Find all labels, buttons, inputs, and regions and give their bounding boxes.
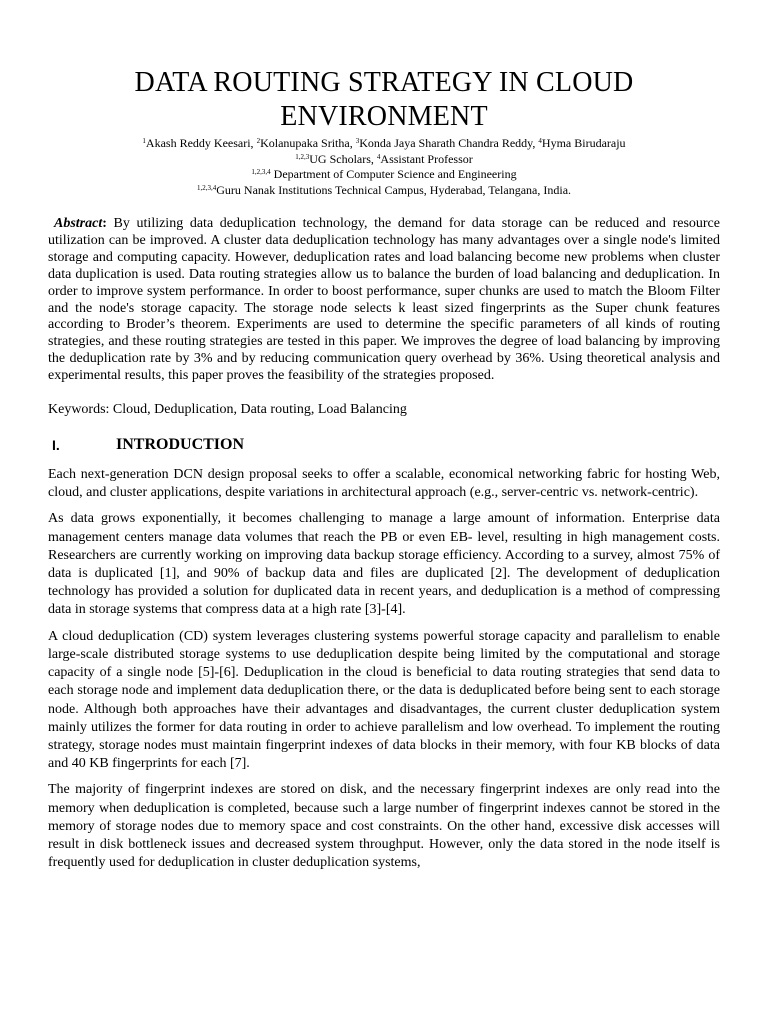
roles-superscript-2: 4 <box>376 152 381 161</box>
author-3-superscript: 3 <box>355 137 360 145</box>
author-1-superscript: 1 <box>142 137 146 145</box>
abstract <box>48 216 720 385</box>
abstract-text: By utilizing data deduplication technology, the demand for data storage can be reduced and resource utilization can be improved. A cluster data deduplication technology has many advantages over a single node's limited storage and computing capacity. However, deduplication rates and load balancing become new problems when cluster data duplication is used. Data routing strategies allow us to balance the burden of load balancing and deduplication. In order to improve system performance. In order to boost performance, super chunks are used to match the Bloom Filter and the node's storage capacity. The storage node selects k least sized fingerprints as the Super chunk features according to Broder’s theorem. Experiments are used to determine the specific parameters of all kinds of routing strategies, and these routing strategies are tested in this paper. We improves the degree of load balancing by improving the deduplication rate by 3% and by reducing communication query overhead by 36%. Using theoretical analysis and experimental results, this paper proves the feasibility of the strategies proposed. <box>48 216 720 384</box>
section-heading-introduction <box>48 436 720 454</box>
author-list <box>48 136 720 152</box>
institution-line <box>48 183 720 199</box>
author-1: Akash Reddy Keesari, <box>145 136 257 150</box>
paragraph-4: The majority of fingerprint indexes are stored on disk, and the necessary fingerprint indexes are only read into the memory when deduplication is completed, because such a large number of fingerprint indexes cannot be stored in the memory of storage nodes due to memory space and cost constraints. On the other hand, excessive disk accesses will result in disk bottleneck issues and decreased system throughput. However, only the data stored in the node itself is frequently used for deduplication in cluster deduplication systems, <box>48 782 720 871</box>
abstract-label <box>48 216 107 231</box>
department-line <box>48 167 720 183</box>
paper-title: DATA ROUTING STRATEGY IN CLOUD ENVIRONMENT <box>134 67 634 132</box>
paragraph-1: Each next-generation DCN design proposal seeks to offer a scalable, economical networking fabric for hosting Web, cloud, and cluster applications, despite variations in architectural approach (e.g., server-centric vs. network-centric). <box>48 467 720 501</box>
roles-text-1: UG Scholars, <box>309 151 377 166</box>
roles-text-2: Assistant Professor <box>380 151 473 166</box>
author-3: Konda Jaya Sharath Chandra Reddy, <box>359 136 539 150</box>
author-roles <box>48 152 720 168</box>
institution-superscript: 1,2,3,4 <box>196 183 217 192</box>
author-2: Kolanupaka Sritha, <box>260 136 356 150</box>
paragraph-3: A cloud deduplication (CD) system leverages clustering systems powerful storage capacity and parallelism to enable large-scale distributed storage systems to use deduplication despite being limited by the computational and storage capacity of a single node [5]-[6]. Deduplication in the cloud is beneficial to data routing strategies that send data to each storage node and implement data deduplication there, or the data is deduplicated before being sent to each storage node. Although both approaches have their advantages and disadvantages, the current cluster deduplication system mainly utilizes the former for data routing in order to achieve parallelism and low overhead. To implement the routing strategy, storage nodes must maintain fingerprint indexes of data blocks in their memory, with four KB blocks of data and 40 KB fingerprints for each [7]. <box>48 628 720 772</box>
section-title: INTRODUCTION <box>116 436 245 454</box>
section-number: I. <box>52 437 60 454</box>
department-text: Department of Computer Science and Engineering <box>270 167 517 181</box>
roles-superscript-1: 1,2,3 <box>295 152 310 161</box>
abstract-colon: : <box>102 216 107 231</box>
author-4-superscript: 4 <box>538 137 542 145</box>
department-superscript: 1,2,3,4 <box>251 168 271 176</box>
paragraph-2: As data grows exponentially, it becomes challenging to manage a large amount of information. Enterprise data management centers manage data volumes that reach the PB or even EB- level, resulting in high management costs. Researchers are currently working on improving data backup storage efficiency. According to a survey, almost 75% of data is duplicated [1], and 90% of backup data and files are duplicated [2]. The development of deduplication technology has provided a solution for duplicated data in recent years, and deduplication is a method of compressing data in storage systems that compress data at a high rate [3]-[4]. <box>48 511 720 618</box>
author-2-superscript: 2 <box>256 137 261 145</box>
institution-text: Guru Nanak Institutions Technical Campus, Hyderabad, Telangana, India. <box>216 182 572 197</box>
author-4: Hyma Birudaraju <box>541 136 626 150</box>
abstract-label-text: Abstract <box>54 216 103 231</box>
keywords: Keywords: Cloud, Deduplication, Data routing, Load Balancing <box>48 402 407 418</box>
